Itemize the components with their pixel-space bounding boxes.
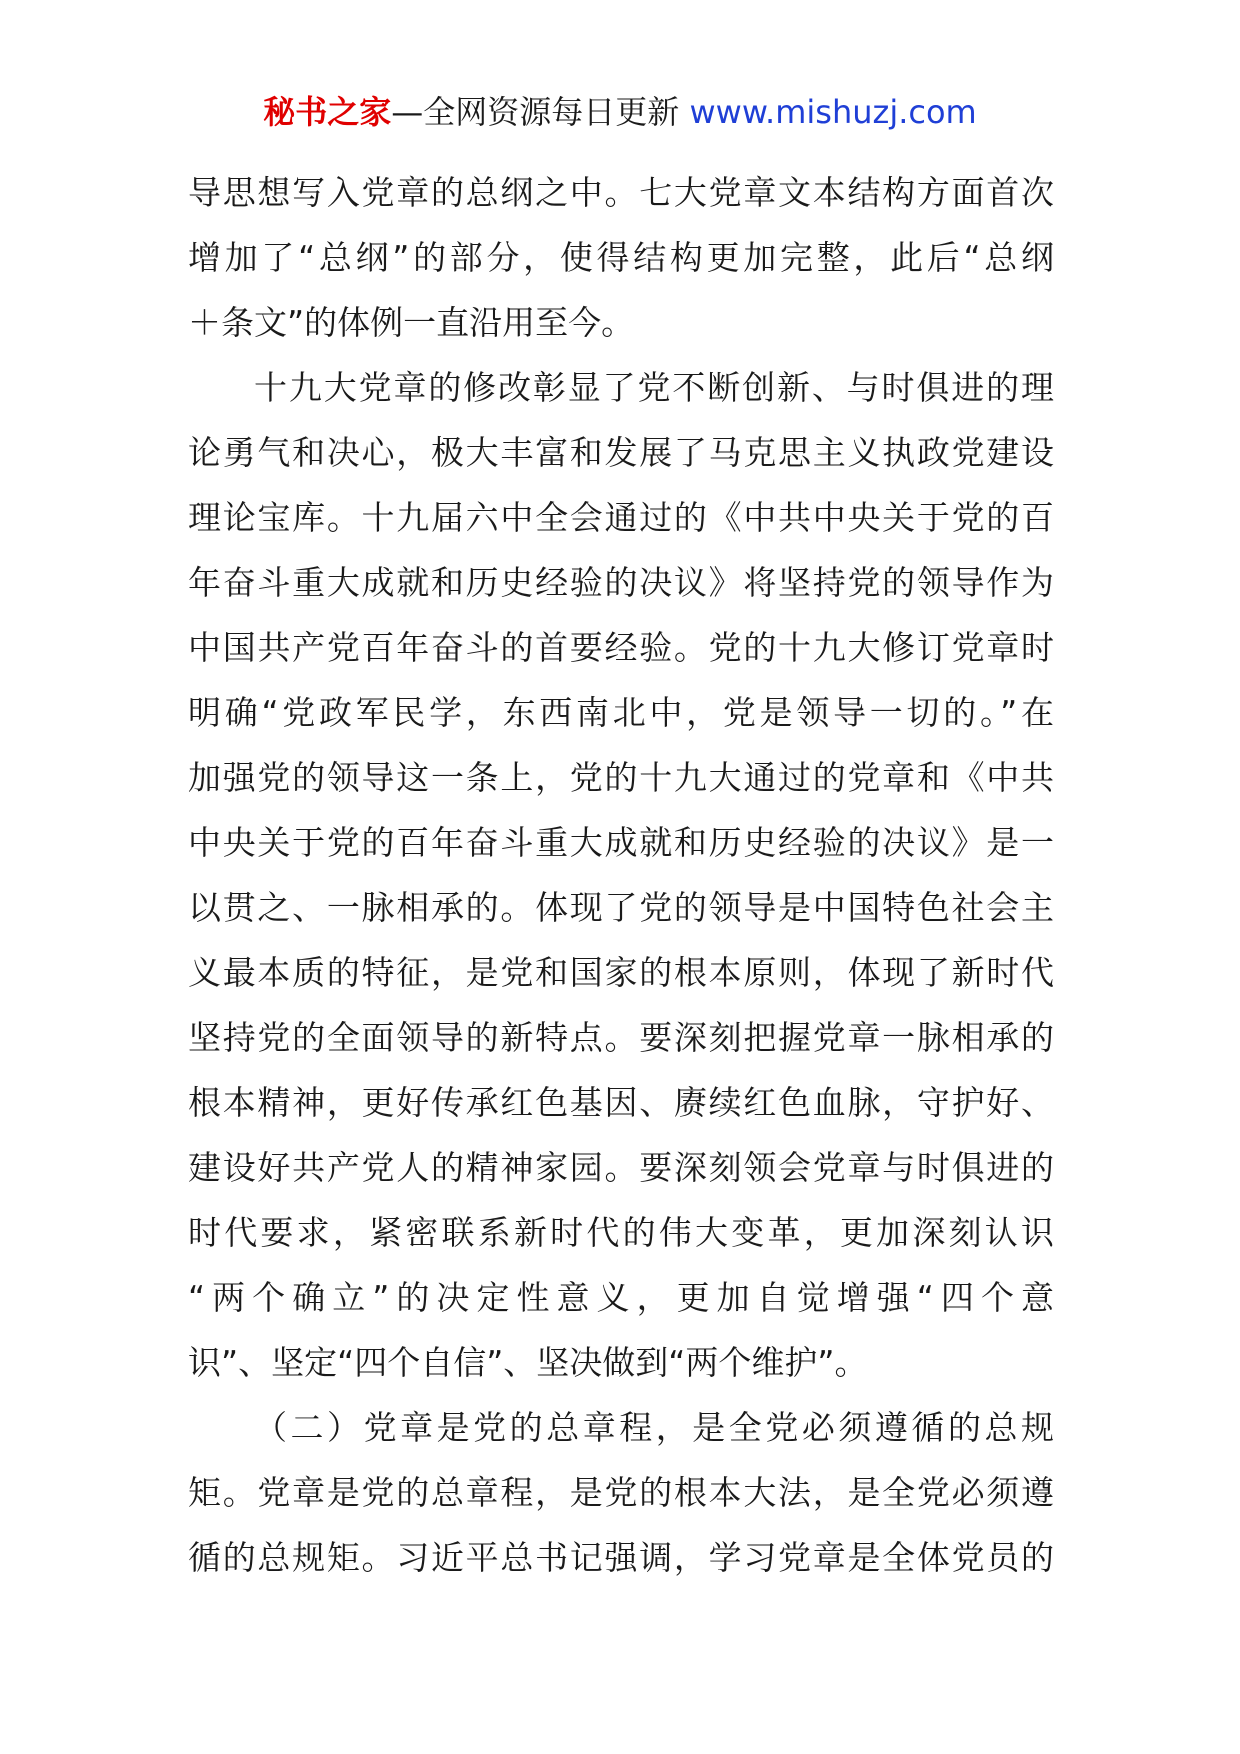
text-line: 矩。党章是党的总章程，是党的根本大法，是全党必须遵 <box>188 1473 1054 1512</box>
text-line: 坚持党的全面领导的新特点。要深刻把握党章一脉相承的 <box>188 1018 1054 1057</box>
text-line: 建设好共产党人的精神家园。要深刻领会党章与时俱进的 <box>188 1148 1054 1187</box>
text-line: 论勇气和决心，极大丰富和发展了马克思主义执政党建设 <box>188 433 1054 472</box>
text-line: 义最本质的特征，是党和国家的根本原则，体现了新时代 <box>188 953 1054 992</box>
text-line: “两个确立”的决定性意义，更加自觉增强“四个意 <box>188 1278 1054 1317</box>
text-line: 中央关于党的百年奋斗重大成就和历史经验的决议》是一 <box>188 823 1054 862</box>
text-line: 循的总规矩。习近平总书记强调，学习党章是全体党员的 <box>188 1538 1054 1577</box>
text-line: 识”、坚定“四个自信”、坚决做到“两个维护”。 <box>188 1343 868 1382</box>
text-line: 以贯之、一脉相承的。体现了党的领导是中国特色社会主 <box>188 888 1054 927</box>
text-line: 中国共产党百年奋斗的首要经验。党的十九大修订党章时 <box>188 628 1054 667</box>
text-line: 理论宝库。十九届六中全会通过的《中共中央关于党的百 <box>188 498 1054 537</box>
text-line: 增加了“总纲”的部分，使得结构更加完整，此后“总纲 <box>188 238 1054 277</box>
text-line: 时代要求，紧密联系新时代的伟大变革，更加深刻认识 <box>188 1213 1054 1252</box>
page-header <box>0 92 1240 132</box>
text-line: ＋条文”的体例一直沿用至今。 <box>188 303 635 342</box>
brand-name: 秘书之家 <box>263 93 392 131</box>
text-line: 根本精神，更好传承红色基因、赓续红色血脉，守护好、 <box>188 1083 1054 1122</box>
text-line: 导思想写入党章的总纲之中。七大党章文本结构方面首次 <box>188 173 1054 212</box>
text-line: 加强党的领导这一条上，党的十九大通过的党章和《中共 <box>188 758 1054 797</box>
text-line: （二）党章是党的总章程，是全党必须遵循的总规 <box>254 1408 1054 1447</box>
text-line: 年奋斗重大成就和历史经验的决议》将坚持党的领导作为 <box>188 563 1054 602</box>
text-line: 十九大党章的修改彰显了党不断创新、与时俱进的理 <box>254 368 1054 407</box>
text-line: 明确“党政军民学，东西南北中，党是领导一切的。”在 <box>188 693 1054 732</box>
header-tagline: —全网资源每日更新 <box>391 93 680 131</box>
site-link[interactable]: www.mishuzj.com <box>689 93 977 131</box>
document-body <box>188 160 1054 1590</box>
